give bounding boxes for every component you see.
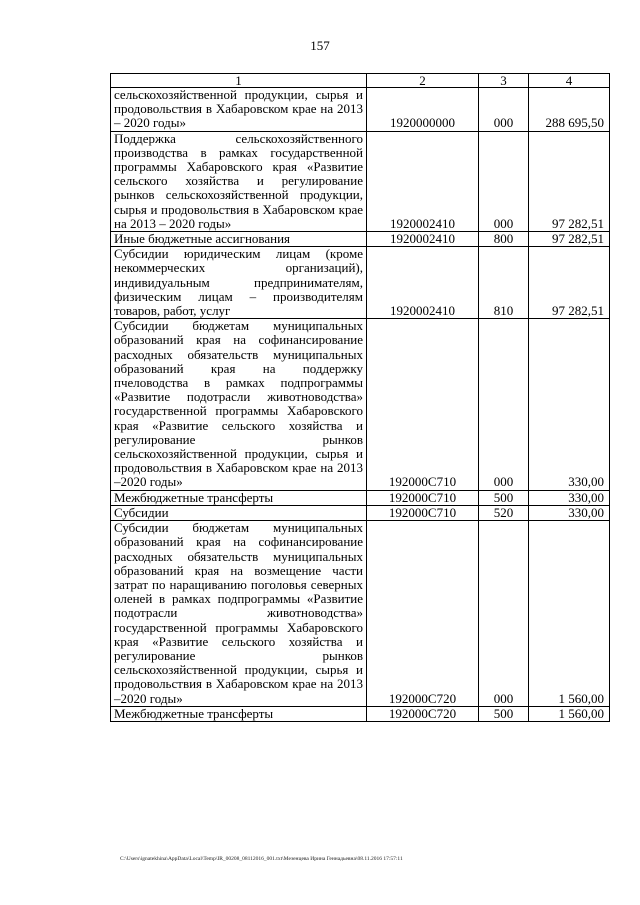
row-name: Субсидии юридическим лицам (кроме некоммерческих организаций), индивидуальным предпринимателям, физическим лицам – производителям товаров, работ, услуг (111, 247, 367, 319)
row-amount: 1 560,00 (529, 706, 610, 721)
row-target-code: 1920002410 (367, 232, 479, 247)
row-name: Иные бюджетные ассигнования (111, 232, 367, 247)
table-row (111, 319, 610, 490)
row-target-code: 1920002410 (367, 247, 479, 319)
header-col-2: 2 (367, 74, 479, 88)
row-name: Субсидии бюджетам муниципальных образований края на софинансирование расходных обязательств муниципальных образований края на поддержку пчеловодства в рамках подпрограммы «Развитие подотрасли животноводства» государственной программы Хабаровского края «Развитие сельского хозяйства и регулирование рынков сельскохозяйственной продукции, сырья и продовольствия в Хабаровском крае на 2013 –2020 годы» (111, 319, 367, 490)
row-expense-type: 520 (479, 505, 529, 520)
footer-file-path: C:\Users\ignatekhina\AppData\Local\Temp\IR_00208_08112016_001.txt\Мезенцева Ирина Геннадьевна\08.11.2016 17:57:11 (120, 856, 403, 862)
row-name: Поддержка сельскохозяйственного производства в рамках государственной программы Хабаровского края «Развитие сельского хозяйства и регулирование рынков сельскохозяйственной продукции, сырья и продовольствия в Хабаровском крае на 2013 – 2020 годы» (111, 131, 367, 231)
header-col-1: 1 (111, 74, 367, 88)
row-expense-type: 500 (479, 490, 529, 505)
table-row (111, 247, 610, 319)
row-target-code: 192000С710 (367, 490, 479, 505)
table-row (111, 505, 610, 520)
row-expense-type: 000 (479, 319, 529, 490)
budget-table (110, 73, 610, 722)
row-amount: 330,00 (529, 505, 610, 520)
row-expense-type: 810 (479, 247, 529, 319)
header-col-4: 4 (529, 74, 610, 88)
row-amount: 97 282,51 (529, 247, 610, 319)
row-amount: 288 695,50 (529, 88, 610, 132)
row-target-code: 192000С710 (367, 505, 479, 520)
row-expense-type: 000 (479, 88, 529, 132)
row-target-code: 192000С720 (367, 706, 479, 721)
table-row (111, 88, 610, 132)
row-target-code: 192000С710 (367, 319, 479, 490)
header-col-3: 3 (479, 74, 529, 88)
row-name: Межбюджетные трансферты (111, 706, 367, 721)
table-row (111, 490, 610, 505)
row-target-code: 192000С720 (367, 521, 479, 707)
row-amount: 330,00 (529, 490, 610, 505)
row-name: Межбюджетные трансферты (111, 490, 367, 505)
row-expense-type: 000 (479, 521, 529, 707)
table-row (111, 232, 610, 247)
row-name: Субсидии (111, 505, 367, 520)
page-number: 157 (310, 38, 330, 53)
table-row (111, 521, 610, 707)
row-amount: 1 560,00 (529, 521, 610, 707)
row-name: Субсидии бюджетам муниципальных образований края на софинансирование расходных обязательств муниципальных образований края на возмещение части затрат по наращиванию поголовья северных оленей в рамках подпрограммы «Развитие подотрасли животноводства» государственной программы Хабаровского края «Развитие сельского хозяйства и регулирование рынков сельскохозяйственной продукции, сырья и продовольствия в Хабаровском крае на 2013 –2020 годы» (111, 521, 367, 707)
table-header-row (111, 74, 610, 88)
row-amount: 330,00 (529, 319, 610, 490)
row-name: сельскохозяйственной продукции, сырья и продовольствия в Хабаровском крае на 2013 – 2020 годы» (111, 88, 367, 132)
row-expense-type: 800 (479, 232, 529, 247)
row-expense-type: 500 (479, 706, 529, 721)
table-row (111, 131, 610, 231)
row-target-code: 1920002410 (367, 131, 479, 231)
row-amount: 97 282,51 (529, 232, 610, 247)
row-expense-type: 000 (479, 131, 529, 231)
row-amount: 97 282,51 (529, 131, 610, 231)
row-target-code: 1920000000 (367, 88, 479, 132)
table-row (111, 706, 610, 721)
